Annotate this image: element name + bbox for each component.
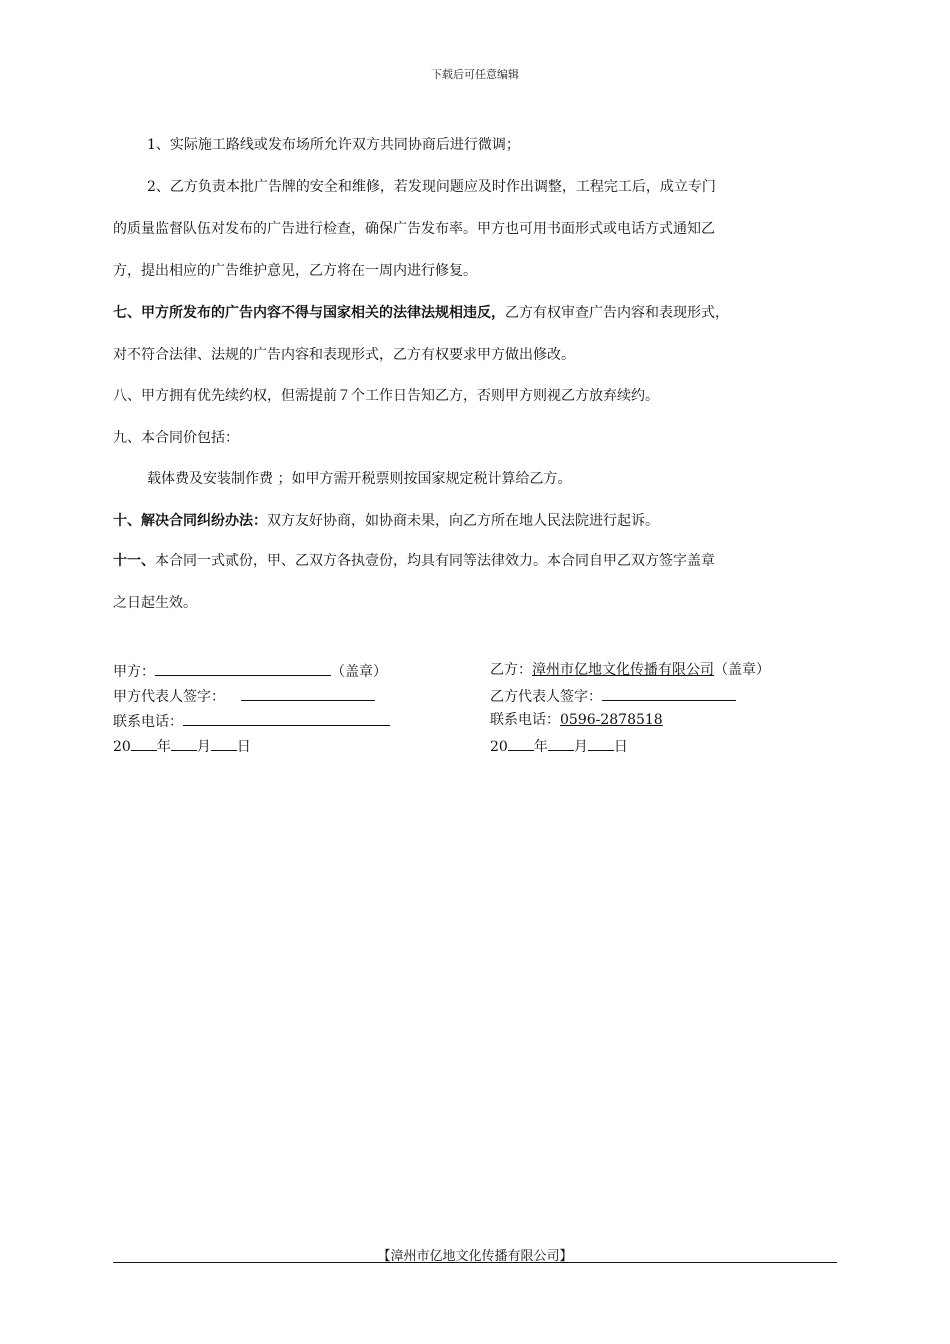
party-a-rep-field[interactable] — [241, 686, 375, 701]
party-a-date-month: 月 — [196, 739, 211, 755]
clause-11-heading: 十一、 — [113, 553, 155, 569]
party-b-label: 乙方： — [490, 662, 532, 678]
clause-9-heading: 九、本合同价包括： — [113, 430, 239, 446]
party-b-day-field[interactable] — [588, 736, 614, 751]
clause-item-2-line-3: 方，提出相应的广告维护意见，乙方将在一周内进行修复。 — [113, 263, 477, 279]
party-b-seal: （盖章） — [714, 662, 770, 678]
page-header-note: 下载后可任意编辑 — [431, 68, 519, 81]
clause-7-line-1 — [113, 304, 729, 322]
party-a-label: 甲方： — [113, 664, 155, 680]
party-b-date-day: 日 — [613, 739, 628, 755]
clause-10-heading: 十、解决合同纠纷办法： — [113, 513, 267, 529]
clause-10-body: 双方友好协商，如协商未果，向乙方所在地人民法院进行起诉。 — [267, 513, 659, 529]
party-a-seal: （盖章） — [331, 664, 387, 680]
clause-item-2-line-2: 的质量监督队伍对发布的广告进行检查，确保广告发布率。甲方也可用书面形式或电话方式通知乙 — [113, 221, 715, 237]
clause-7-line-2: 对不符合法律、法规的广告内容和表现形式，乙方有权要求甲方做出修改。 — [113, 347, 575, 363]
party-b-line — [490, 661, 770, 679]
party-b-rep-field[interactable] — [602, 686, 736, 701]
party-a-rep-line — [113, 686, 375, 706]
clause-11-line-1 — [113, 552, 715, 570]
party-a-phone-line — [113, 711, 390, 731]
clause-item-2-line-1: 2、乙方负责本批广告牌的安全和维修，若发现问题应及时作出调整，工程完工后，成立专门 — [147, 179, 716, 195]
clause-9-body: 载体费及安装制作费 ；如甲方需开税票则按国家规定税计算给乙方。 — [147, 471, 572, 487]
footer-company: 【漳州市亿地文化传播有限公司】 — [377, 1249, 573, 1264]
footer-divider — [113, 1262, 837, 1263]
party-b-company: 漳州市亿地文化传播有限公司 — [532, 662, 714, 678]
party-a-day-field[interactable] — [211, 736, 237, 751]
clause-item-1: 1、实际施工路线或发布场所允许双方共同协商后进行微调； — [147, 137, 520, 153]
party-a-phone-label: 联系电话： — [113, 714, 183, 730]
party-b-date-prefix: 20 — [490, 739, 508, 755]
party-b-phone-line — [490, 711, 663, 729]
party-b-phone-label: 联系电话： — [490, 712, 560, 728]
party-b-rep-label: 乙方代表人签字： — [490, 689, 602, 705]
clause-7-rest: 乙方有权审查广告内容和表现形式， — [505, 305, 729, 321]
party-a-date-year: 年 — [156, 739, 171, 755]
party-a-date-prefix: 20 — [113, 739, 131, 755]
party-b-date-year: 年 — [533, 739, 548, 755]
party-b-rep-line — [490, 686, 736, 706]
party-b-phone: 0596-2878518 — [560, 712, 663, 728]
party-a-phone-field[interactable] — [183, 711, 390, 726]
clause-11-body: 本合同一式贰份，甲、乙双方各执壹份，均具有同等法律效力。本合同自甲乙双方签字盖章 — [155, 553, 715, 569]
clause-11-line-2: 之日起生效。 — [113, 595, 197, 611]
party-a-date-day: 日 — [236, 739, 251, 755]
party-b-month-field[interactable] — [548, 736, 574, 751]
party-b-year-field[interactable] — [508, 736, 534, 751]
party-a-year-field[interactable] — [131, 736, 157, 751]
party-a-month-field[interactable] — [171, 736, 197, 751]
clause-8: 八、甲方拥有优先续约权，但需提前７个工作日告知乙方，否则甲方则视乙方放弃续约。 — [113, 388, 659, 404]
party-a-rep-label: 甲方代表人签字： — [113, 689, 225, 705]
party-a-date-line — [113, 736, 251, 756]
party-a-name-field[interactable] — [155, 661, 331, 676]
party-b-date-month: 月 — [573, 739, 588, 755]
party-a-line — [113, 661, 387, 681]
party-b-date-line — [490, 736, 628, 756]
clause-7-heading: 七、甲方所发布的广告内容不得与国家相关的法律法规相违反， — [113, 305, 505, 321]
clause-10 — [113, 512, 659, 530]
